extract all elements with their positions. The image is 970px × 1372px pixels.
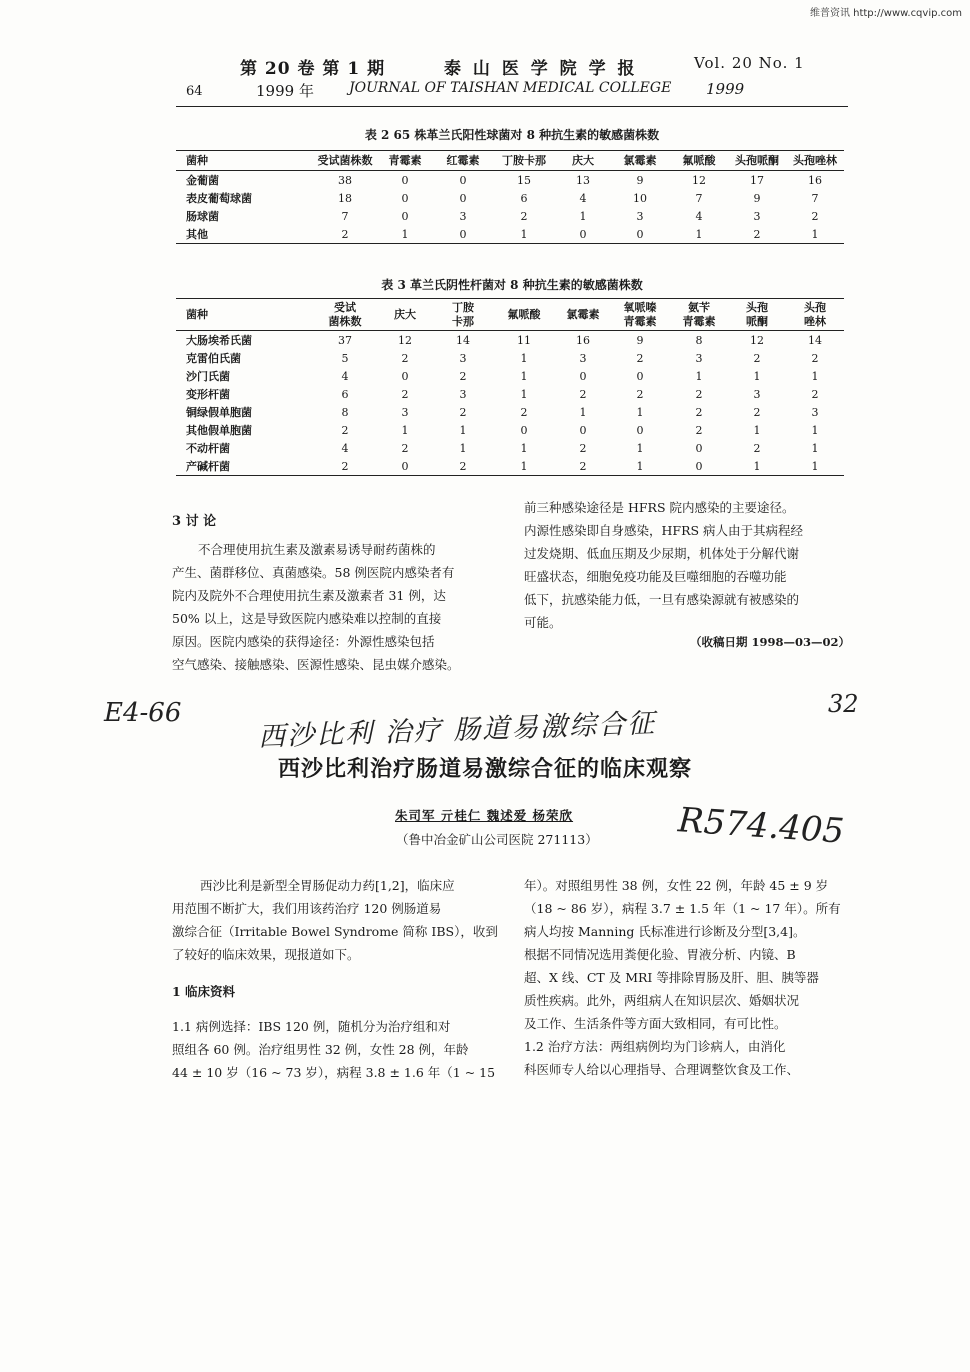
table3-col-header: 氟哌酸	[507, 307, 541, 321]
text-line: 了较好的临床效果，现报道如下。	[172, 947, 360, 962]
table3-count-cell: 16	[576, 333, 590, 347]
table2-count-cell: 6	[520, 191, 528, 205]
table2-count-cell: 38	[338, 173, 352, 187]
table3-count-cell: 0	[695, 441, 703, 455]
table3-count-cell: 1	[520, 369, 528, 383]
text-line: 过发烧期、低血压期及少尿期，机体处于分解代谢	[524, 546, 800, 561]
table3-species-cell: 产碱杆菌	[186, 460, 230, 473]
table3-col-header: 氯霉素	[566, 307, 600, 321]
body-left-column	[172, 874, 498, 1084]
received-date: （收稿日期 1998—03—02）	[689, 635, 850, 649]
text-line: 前三种感染途径是 HFRS 院内感染的主要途径。	[524, 500, 795, 515]
table3-count-cell: 1	[520, 351, 528, 365]
text-line: 院内及院外不合理使用抗生素及激素者 31 例，达	[172, 588, 446, 603]
table2-row	[176, 207, 844, 225]
table3-count-cell: 8	[695, 333, 703, 347]
discussion-left-column	[172, 538, 498, 676]
table3-count-cell: 1	[520, 441, 528, 455]
volume-issue-cn: 第 20 卷 第 1 期	[240, 59, 386, 79]
table3-species-cell: 克雷伯氏菌	[186, 352, 241, 365]
table3-count-cell: 2	[811, 387, 819, 401]
text-line: 用范围不断扩大，我们用该药治疗 120 例肠道易	[172, 901, 442, 916]
year-cn: 1999 年	[256, 82, 314, 100]
text-line: 1.1 病例选择：IBS 120 例，随机分为治疗组和对	[172, 1019, 451, 1034]
text-line: 原因。医院内感染的获得途径：外源性感染包括	[172, 634, 435, 649]
table2-species-cell: 其他	[186, 228, 208, 241]
table2-row	[176, 189, 844, 207]
text-line: 低下，抗感染能力低，一旦有感染源就有被感染的	[524, 592, 800, 607]
table3-count-cell: 2	[341, 459, 349, 473]
text-line: 科医师专人给以心理指导、合理调整饮食及工作、	[524, 1062, 800, 1077]
table3-count-cell: 3	[459, 387, 467, 401]
table2-col-header: 头孢唑林	[793, 153, 837, 167]
section-heading: 1 临床资料	[172, 984, 236, 999]
table2-count-cell: 2	[811, 209, 819, 223]
table3-count-cell: 14	[456, 333, 470, 347]
text-line: 激综合征（Irritable Bowel Syndrome 简称 IBS），收到	[172, 924, 498, 939]
table3-species-cell: 大肠埃希氏菌	[186, 334, 252, 347]
table3-count-cell: 2	[695, 423, 703, 437]
text-line: 产生、菌群移位、真菌感染。58 例医院内感染者有	[172, 565, 455, 580]
table2-row	[176, 225, 844, 244]
table3-count-cell: 1	[520, 387, 528, 401]
table2-count-cell: 7	[341, 209, 349, 223]
volume-issue-en: Vol. 20 No. 1	[694, 54, 805, 72]
table3-row	[176, 349, 844, 367]
table3-row	[176, 439, 844, 457]
table2-species-cell: 表皮葡萄球菌	[186, 192, 252, 205]
table2-row	[176, 171, 844, 190]
table2-count-cell: 2	[753, 227, 761, 241]
table3-row	[176, 457, 844, 476]
table2	[176, 150, 844, 244]
table2-count-cell: 7	[695, 191, 703, 205]
table3-count-cell: 0	[579, 369, 587, 383]
table3-count-cell: 37	[338, 333, 352, 347]
table3-count-cell: 1	[636, 459, 644, 473]
body-right-column	[524, 874, 850, 1081]
text-line: 超、X 线、CT 及 MRI 等排除胃肠及肝、胆、胰等器	[524, 970, 819, 985]
text-line: 及工作、生活条件等方面大致相同，有可比性。	[524, 1016, 787, 1031]
table2-col-header: 庆大	[572, 153, 594, 167]
article-affiliation: （鲁中冶金矿山公司医院 271113）	[396, 832, 598, 847]
table2-count-cell: 1	[520, 227, 528, 241]
article-title: 西沙比利治疗肠道易激综合征的临床观察	[277, 756, 692, 782]
table3-count-cell: 0	[695, 459, 703, 473]
table2-caption: 表 2 65 株革兰氏阳性球菌对 8 种抗生素的敏感菌株数	[364, 128, 660, 142]
discussion-heading: 3 讨 论	[172, 514, 217, 529]
table3-count-cell: 1	[401, 423, 409, 437]
table2-count-cell: 0	[636, 227, 644, 241]
table3-count-cell: 3	[459, 351, 467, 365]
table2-count-cell: 1	[695, 227, 703, 241]
discussion-right-column	[524, 496, 850, 634]
table3-count-cell: 9	[636, 333, 644, 347]
table3-count-cell: 1	[811, 423, 819, 437]
handwritten-title-note: 西沙比利 治疗 肠道易激综合征	[257, 708, 657, 753]
table2-count-cell: 4	[579, 191, 587, 205]
table3-col-header: 氨苄 青霉素	[682, 300, 716, 328]
text-line: 可能。	[524, 615, 562, 630]
table3-row	[176, 331, 844, 350]
table3-row	[176, 421, 844, 439]
table2-count-cell: 3	[459, 209, 467, 223]
table3-count-cell: 2	[636, 351, 644, 365]
page-number: 64	[186, 84, 203, 99]
handwritten-page-range: E4-66	[104, 698, 182, 728]
article-authors: 朱司军 亓桂仁 魏述爱 杨荣欣	[395, 808, 574, 823]
table3-count-cell: 1	[753, 459, 761, 473]
text-line: 照组各 60 例。治疗组男性 32 例，女性 28 例，年龄	[172, 1042, 469, 1057]
table3-count-cell: 3	[401, 405, 409, 419]
table3-species-cell: 沙门氏菌	[186, 370, 230, 383]
table2-col-header: 菌种	[186, 153, 208, 167]
table3-count-cell: 2	[459, 459, 467, 473]
table3-count-cell: 2	[579, 441, 587, 455]
watermark: 维普资讯 http://www.cqvip.com	[809, 8, 962, 19]
table3-count-cell: 1	[459, 423, 467, 437]
table3-count-cell: 2	[579, 459, 587, 473]
table3-species-cell: 其他假单胞菌	[186, 424, 252, 437]
table2-count-cell: 9	[636, 173, 644, 187]
table2-count-cell: 10	[633, 191, 647, 205]
table3-count-cell: 0	[520, 423, 528, 437]
table3-count-cell: 3	[579, 351, 587, 365]
text-line: 空气感染、接触感染、医源性感染、昆虫媒介感染。	[172, 657, 460, 672]
text-line: 病人均按 Manning 氏标准进行诊断及分型[3,4]。	[524, 924, 806, 939]
table2-col-header: 头孢哌酮	[735, 153, 779, 167]
table2-count-cell: 0	[459, 173, 467, 187]
text-line: 旺盛状态，细胞免疫功能及巨噬细胞的吞噬功能	[524, 569, 787, 584]
table3-count-cell: 5	[341, 351, 349, 365]
text-line: 不合理使用抗生素及激素易诱导耐药菌株的	[198, 542, 436, 557]
table3-count-cell: 1	[520, 459, 528, 473]
table2-count-cell: 9	[753, 191, 761, 205]
table3-count-cell: 1	[811, 369, 819, 383]
table3-count-cell: 2	[401, 441, 409, 455]
table3-header-row	[176, 299, 844, 331]
table3-row	[176, 367, 844, 385]
table2-count-cell: 0	[459, 227, 467, 241]
table3-row	[176, 403, 844, 421]
table3-count-cell: 2	[753, 351, 761, 365]
table3-species-cell: 铜绿假单胞菌	[186, 406, 252, 419]
table3-count-cell: 2	[341, 423, 349, 437]
table3-species-cell: 变形杆菌	[186, 388, 230, 401]
table2-count-cell: 1	[811, 227, 819, 241]
text-line: 根据不同情况选用粪便化验、胃液分析、内镜、B	[524, 947, 796, 962]
table3-col-header: 头孢 唑林	[804, 300, 826, 328]
text-line: 44 ± 10 岁（16 ~ 73 岁），病程 3.8 ± 1.6 年（1 ~ 15	[172, 1065, 496, 1080]
table2-count-cell: 3	[753, 209, 761, 223]
table2-count-cell: 1	[401, 227, 409, 241]
table3-count-cell: 1	[811, 459, 819, 473]
text-line: （18 ~ 86 岁），病程 3.7 ± 1.5 年（1 ~ 17 年）。所有	[524, 901, 841, 916]
table2-col-header: 青霉素	[388, 153, 422, 167]
header-rule	[176, 106, 848, 107]
table3-count-cell: 2	[636, 387, 644, 401]
table2-count-cell: 0	[401, 173, 409, 187]
text-line: 内源性感染即自身感染，HFRS 病人由于其病程经	[524, 523, 804, 538]
table3-species-cell: 不动杆菌	[186, 442, 230, 455]
table3-count-cell: 6	[341, 387, 349, 401]
table3-count-cell: 1	[636, 441, 644, 455]
table3-count-cell: 1	[459, 441, 467, 455]
table2-col-header: 红霉素	[446, 153, 480, 167]
table3-count-cell: 2	[811, 351, 819, 365]
table3-count-cell: 0	[579, 423, 587, 437]
table2-col-header: 丁胺卡那	[502, 153, 546, 167]
text-line: 50% 以上，这是导致医院内感染难以控制的直接	[172, 611, 442, 626]
table3-count-cell: 2	[695, 387, 703, 401]
table3-count-cell: 4	[341, 369, 349, 383]
table3-count-cell: 4	[341, 441, 349, 455]
table3-count-cell: 1	[695, 369, 703, 383]
table3	[176, 298, 844, 476]
table2-count-cell: 0	[579, 227, 587, 241]
table3-count-cell: 12	[398, 333, 412, 347]
table2-count-cell: 1	[579, 209, 587, 223]
table2-col-header: 氟哌酸	[682, 153, 716, 167]
table3-count-cell: 12	[750, 333, 764, 347]
table3-col-header: 头孢 哌酮	[746, 300, 768, 328]
handwritten-class-code: R574.405	[676, 800, 846, 852]
table3-count-cell: 0	[636, 423, 644, 437]
table2-count-cell: 0	[401, 191, 409, 205]
table2-count-cell: 3	[636, 209, 644, 223]
table3-count-cell: 0	[401, 459, 409, 473]
table3-count-cell: 2	[753, 441, 761, 455]
table3-col-header: 丁胺 卡那	[452, 300, 474, 328]
table3-count-cell: 11	[517, 333, 531, 347]
table2-col-header: 氯霉素	[623, 153, 657, 167]
journal-title-en: JOURNAL OF TAISHAN MEDICAL COLLEGE	[349, 80, 672, 96]
table2-count-cell: 0	[459, 191, 467, 205]
table3-count-cell: 3	[695, 351, 703, 365]
table3-col-header: 庆大	[394, 307, 416, 321]
table3-count-cell: 1	[579, 405, 587, 419]
text-line: 1.2 治疗方法：两组病例均为门诊病人，由消化	[524, 1039, 786, 1054]
table2-count-cell: 7	[811, 191, 819, 205]
table2-count-cell: 13	[576, 173, 590, 187]
journal-title-cn: 泰 山 医 学 院 学 报	[444, 59, 638, 79]
table2-count-cell: 18	[338, 191, 352, 205]
table3-count-cell: 1	[753, 423, 761, 437]
table3-count-cell: 2	[401, 351, 409, 365]
table2-count-cell: 17	[750, 173, 764, 187]
table3-count-cell: 8	[341, 405, 349, 419]
text-line: 西沙比利是新型全胃肠促动力药[1,2]，临床应	[200, 878, 455, 893]
table3-count-cell: 1	[811, 441, 819, 455]
table3-col-header: 菌种	[186, 307, 208, 321]
table3-col-header: 氧哌嗪 青霉素	[623, 300, 657, 328]
handwritten-number: 32	[828, 690, 859, 718]
table3-count-cell: 0	[636, 369, 644, 383]
table2-count-cell: 2	[520, 209, 528, 223]
table2-count-cell: 2	[341, 227, 349, 241]
text-line: 年）。对照组男性 38 例，女性 22 例，年龄 45 ± 9 岁	[524, 878, 829, 893]
table3-count-cell: 2	[753, 405, 761, 419]
table2-count-cell: 4	[695, 209, 703, 223]
table2-header-row	[176, 151, 844, 171]
table3-count-cell: 2	[459, 369, 467, 383]
table3-count-cell: 2	[401, 387, 409, 401]
text-line: 质性疾病。此外，两组病人在知识层次、婚姻状况	[524, 993, 800, 1008]
table3-count-cell: 2	[520, 405, 528, 419]
table2-count-cell: 0	[401, 209, 409, 223]
table3-count-cell: 2	[695, 405, 703, 419]
table3-count-cell: 0	[401, 369, 409, 383]
table3-count-cell: 1	[753, 369, 761, 383]
table3-count-cell: 2	[579, 387, 587, 401]
table3-count-cell: 1	[636, 405, 644, 419]
table2-col-header: 受试菌株数	[317, 153, 373, 167]
table2-species-cell: 肠球菌	[186, 210, 219, 223]
table3-count-cell: 2	[459, 405, 467, 419]
table3-col-header: 受试 菌株数	[328, 300, 362, 328]
table2-count-cell: 16	[808, 173, 822, 187]
year-en: 1999	[706, 80, 745, 98]
table2-count-cell: 12	[692, 173, 706, 187]
table3-row	[176, 385, 844, 403]
table3-caption: 表 3 革兰氏阴性杆菌对 8 种抗生素的敏感菌株数	[381, 278, 643, 292]
table3-count-cell: 3	[753, 387, 761, 401]
table3-count-cell: 3	[811, 405, 819, 419]
table2-count-cell: 15	[517, 173, 531, 187]
table3-count-cell: 14	[808, 333, 822, 347]
table2-species-cell: 金葡菌	[186, 174, 219, 187]
